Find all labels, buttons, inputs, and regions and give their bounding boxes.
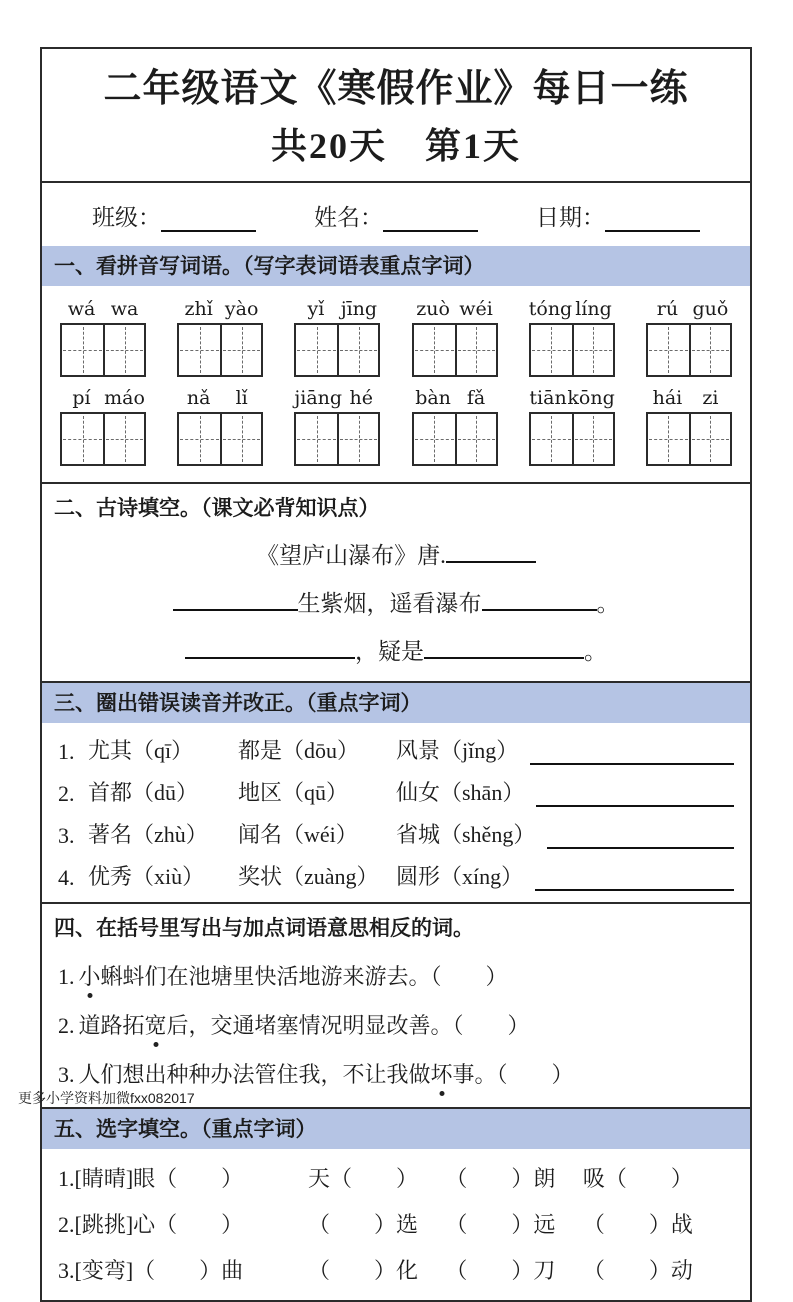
- section-pinyin-writing: [42, 246, 750, 466]
- choice-item: （ ）动: [582, 1258, 693, 1283]
- choice-item: 眼（ ）: [133, 1166, 244, 1191]
- sentence-text: 人们想出种种办法管住我，不让我做: [78, 1062, 431, 1087]
- section-1-header: 一、看拼音写词语。（写字表词语表重点字词）: [42, 246, 750, 286]
- poem-blank: [446, 539, 536, 563]
- pinyin-syllable: tóng: [528, 298, 573, 320]
- choice-item: （ ）刀: [445, 1258, 556, 1283]
- writing-grid: [646, 412, 732, 466]
- row-number: 3.: [58, 1062, 75, 1087]
- pinyin-group: [177, 298, 263, 377]
- grid-cell: [648, 325, 689, 375]
- answer-blank: [535, 868, 734, 891]
- grid-cell: [572, 325, 613, 375]
- row-number: 1.: [58, 739, 75, 764]
- worksheet: [40, 47, 752, 1302]
- date-label: 日期：: [536, 205, 605, 230]
- pinyin-syllable: fǎ: [466, 387, 486, 409]
- pinyin-syllable: yào: [224, 298, 259, 320]
- word-item: 都是（dōu）: [238, 738, 360, 763]
- choice-item: （ ）战: [582, 1212, 693, 1237]
- poem-punct: 。: [596, 591, 620, 616]
- date-blank: [605, 208, 700, 232]
- pinyin-syllable: bàn: [415, 387, 451, 409]
- writing-grid: [177, 412, 263, 466]
- row-number: 1.: [58, 964, 75, 989]
- pinyin-row-2: [42, 387, 750, 466]
- pronunciation-row: [42, 818, 750, 849]
- grid-cell: [531, 325, 572, 375]
- choice-item: （ ）选: [308, 1212, 419, 1237]
- pinyin-syllable: hé: [349, 387, 373, 409]
- poem-text: ，疑是: [355, 639, 424, 664]
- pinyin-group: [646, 298, 732, 377]
- word-item: 闻名（wéi）: [238, 822, 358, 847]
- name-label: 姓名：: [314, 205, 383, 230]
- choice-lead: [58, 1162, 308, 1193]
- grid-cell: [179, 325, 220, 375]
- antonym-sentence: [42, 1058, 750, 1089]
- writing-grid: [529, 323, 615, 377]
- pinyin-syllable: nǎ: [186, 387, 211, 409]
- word-item: 著名（zhù）: [88, 822, 208, 847]
- row-number: 2.: [58, 1013, 75, 1038]
- pinyin-group: [529, 298, 615, 377]
- row-number: 2.: [58, 1212, 75, 1237]
- choice-row: [42, 1208, 750, 1239]
- grid-cell: [689, 325, 730, 375]
- pinyin-syllable: tiān: [529, 387, 567, 409]
- poem-punct: 。: [584, 639, 607, 664]
- grid-cell: [296, 325, 337, 375]
- grid-cell: [337, 325, 378, 375]
- date-field: [536, 199, 700, 232]
- row-number: 3.: [58, 823, 75, 848]
- pinyin-syllable: zhǐ: [184, 298, 213, 320]
- section-wrong-pronunciation: [42, 681, 750, 891]
- grid-cell: [648, 414, 689, 464]
- page-title: 二年级语文《寒假作业》每日一练: [103, 68, 689, 110]
- pinyin-group: [412, 387, 498, 466]
- word-item: 地区（qū）: [238, 780, 349, 805]
- pinyin-group: [294, 298, 380, 377]
- pinyin-group: [294, 387, 380, 466]
- choice-item: （ ）化: [308, 1258, 419, 1283]
- answer-blank: [530, 742, 734, 765]
- pinyin-group: [412, 298, 498, 377]
- writing-grid: [646, 323, 732, 377]
- pinyin-syllable: wá: [67, 298, 96, 320]
- grid-cell: [414, 325, 455, 375]
- word-item: 优秀（xiù）: [88, 864, 205, 889]
- pinyin-syllable: zi: [702, 387, 719, 409]
- choice-lead: [58, 1254, 308, 1285]
- word-item: 省城（shěng）: [396, 822, 536, 847]
- title-block: [42, 49, 750, 183]
- class-blank: [161, 208, 256, 232]
- poem-blank: [482, 587, 597, 611]
- pinyin-syllable: pí: [72, 387, 91, 409]
- choice-item: 吸（ ）: [582, 1166, 693, 1191]
- pinyin-group: [646, 387, 732, 466]
- pronunciation-row: [42, 734, 750, 765]
- answer-blank: [536, 784, 734, 807]
- poem-blank: [185, 635, 355, 659]
- section-4-header: 四、在括号里写出与加点词语意思相反的词。: [54, 917, 474, 940]
- poem-title-text: 《望庐山瀑布》唐.: [256, 543, 446, 568]
- poem-line-1: [42, 537, 750, 570]
- section-3-header: 三、圈出错误读音并改正。（重点字词）: [42, 683, 750, 723]
- dotted-word: 坏: [431, 1058, 453, 1089]
- grid-cell: [220, 414, 261, 464]
- choice-item: 心（ ）: [133, 1212, 244, 1237]
- grid-cell: [220, 325, 261, 375]
- pinyin-syllable: rú: [656, 298, 679, 320]
- choice-options: [跳挑]: [74, 1212, 134, 1237]
- dotted-word: 宽: [145, 1009, 167, 1040]
- name-field: [314, 199, 478, 232]
- antonym-sentence: [42, 1009, 750, 1040]
- section-5-header: 五、选字填空。（重点字词）: [42, 1109, 750, 1149]
- writing-grid: [294, 412, 380, 466]
- grid-cell: [296, 414, 337, 464]
- pinyin-group: [177, 387, 263, 466]
- grid-cell: [179, 414, 220, 464]
- word-item: 圆形（xíng）: [396, 864, 524, 889]
- sentence-text: 道路拓: [78, 1013, 145, 1038]
- poem-blank: [424, 635, 584, 659]
- pinyin-row-1: [42, 298, 750, 377]
- section-antonyms: [42, 902, 750, 1089]
- footer-watermark: 更多小学资料加微fxx082017: [18, 1090, 195, 1106]
- row-number: 3.: [58, 1258, 75, 1283]
- pinyin-syllable: máo: [104, 387, 145, 409]
- grid-cell: [414, 414, 455, 464]
- choice-options: [睛晴]: [74, 1166, 134, 1191]
- poem-text: 生紫烟，遥看瀑布: [297, 591, 482, 616]
- choice-row: [42, 1162, 750, 1193]
- pinyin-group: [60, 298, 146, 377]
- choice-lead: [58, 1208, 308, 1239]
- choice-options: [变弯]: [74, 1258, 134, 1283]
- pinyin-syllable: wa: [110, 298, 139, 320]
- writing-grid: [294, 323, 380, 377]
- sentence-text: 后，交通堵塞情况明显改善。（ ）: [166, 1013, 530, 1038]
- class-label: 班级：: [92, 205, 161, 230]
- pinyin-group: [529, 387, 615, 466]
- word-item: 仙女（shān）: [396, 780, 525, 805]
- pinyin-syllable: guǒ: [692, 298, 729, 320]
- pinyin-syllable: jiāng: [294, 387, 343, 409]
- student-info-row: [42, 183, 750, 246]
- poem-line-2: [42, 585, 750, 618]
- writing-grid: [529, 412, 615, 466]
- sentence-text: 蝌蚪们在池塘里快活地游来游去。（ ）: [100, 964, 508, 989]
- pinyin-syllable: lǐ: [235, 387, 248, 409]
- pronunciation-row: [42, 776, 750, 807]
- choice-item: 天（ ）: [308, 1166, 419, 1191]
- grid-cell: [689, 414, 730, 464]
- answer-blank: [547, 826, 734, 849]
- choice-item: （ ）朗: [445, 1166, 556, 1191]
- row-number: 4.: [58, 865, 75, 890]
- writing-grid: [60, 412, 146, 466]
- sentence-text: 事。（ ）: [452, 1062, 574, 1087]
- writing-grid: [412, 412, 498, 466]
- row-number: 2.: [58, 781, 75, 806]
- choice-item: （ ）曲: [133, 1258, 244, 1283]
- grid-cell: [531, 414, 572, 464]
- word-item: 风景（jǐng）: [396, 738, 519, 763]
- grid-cell: [62, 325, 103, 375]
- pinyin-syllable: líng: [575, 298, 612, 320]
- pinyin-group: [60, 387, 146, 466]
- section-character-choice: [42, 1107, 750, 1285]
- pinyin-syllable: zuò: [416, 298, 450, 320]
- grid-cell: [455, 414, 496, 464]
- pronunciation-row: [42, 860, 750, 891]
- class-field: [92, 199, 256, 232]
- word-item: 奖状（zuàng）: [238, 864, 379, 889]
- section-2-header: 二、古诗填空。（课文必背知识点）: [54, 497, 380, 520]
- choice-item: （ ）远: [445, 1212, 556, 1237]
- poem-blank: [173, 587, 298, 611]
- choice-row: [42, 1254, 750, 1285]
- writing-grid: [412, 323, 498, 377]
- pinyin-syllable: jīng: [340, 298, 378, 320]
- page-subtitle: 共20天 第1天: [270, 126, 521, 166]
- word-item: 首都（dū）: [88, 780, 199, 805]
- grid-cell: [103, 414, 144, 464]
- pinyin-syllable: yǐ: [307, 298, 325, 320]
- dotted-word: 小: [79, 960, 101, 991]
- antonym-sentence: [42, 960, 750, 991]
- row-number: 1.: [58, 1166, 75, 1191]
- grid-cell: [62, 414, 103, 464]
- grid-cell: [572, 414, 613, 464]
- pinyin-syllable: wéi: [459, 298, 493, 320]
- poem-line-3: [42, 633, 750, 666]
- name-blank: [383, 208, 478, 232]
- pinyin-syllable: kōng: [567, 387, 615, 409]
- word-item: 尤其（qī）: [88, 738, 194, 763]
- writing-grid: [177, 323, 263, 377]
- section-poem-fill: [42, 482, 750, 666]
- writing-grid: [60, 323, 146, 377]
- grid-cell: [337, 414, 378, 464]
- grid-cell: [455, 325, 496, 375]
- grid-cell: [103, 325, 144, 375]
- pinyin-syllable: hái: [652, 387, 683, 409]
